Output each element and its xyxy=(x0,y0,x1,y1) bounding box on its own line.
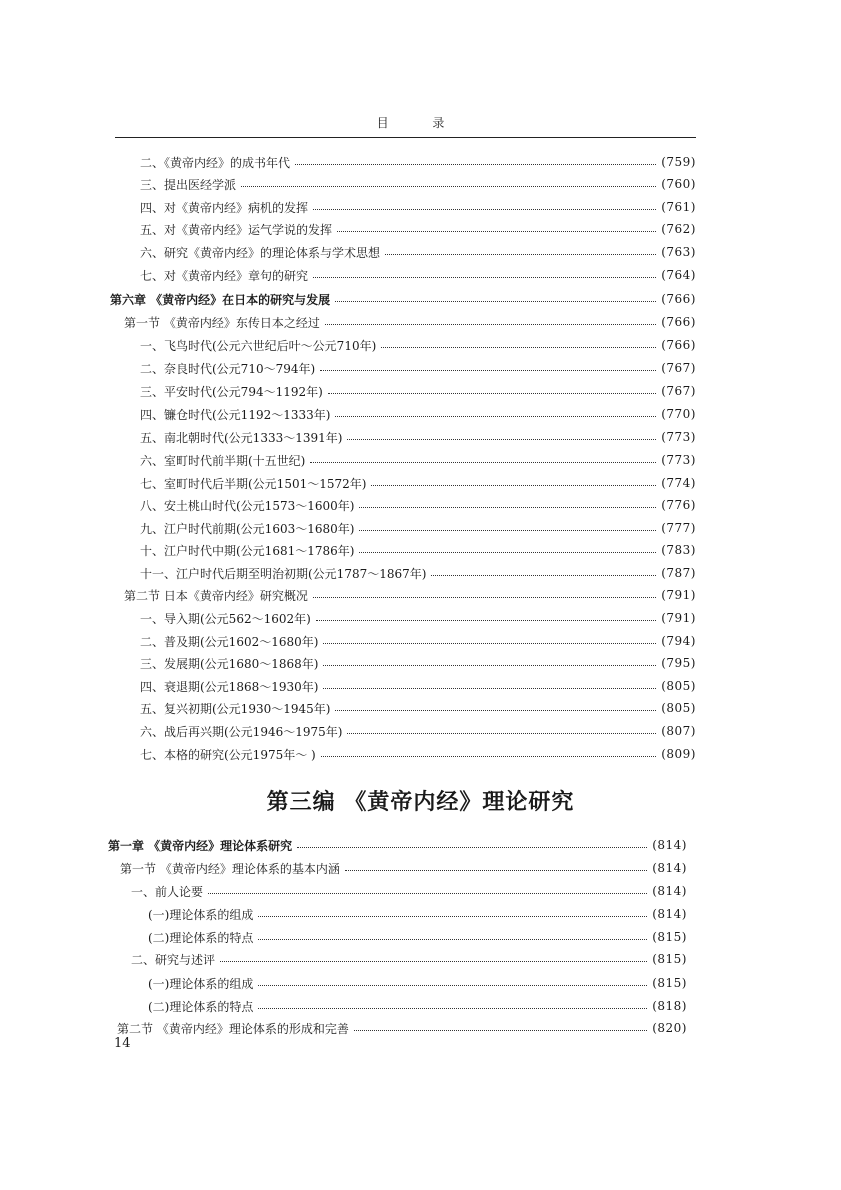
dot-leader xyxy=(335,710,656,711)
dot-leader xyxy=(310,462,656,463)
toc-page-ref: (763) xyxy=(661,245,696,259)
dot-leader xyxy=(208,893,647,894)
toc-page-ref: (818) xyxy=(652,999,687,1013)
toc-page-ref: (774) xyxy=(661,476,696,490)
toc-chapter-entry xyxy=(110,289,696,309)
dot-leader xyxy=(297,847,647,848)
dot-leader xyxy=(371,485,656,486)
toc-entry-title: 二、奈良时代(公元710～794年) xyxy=(140,361,316,376)
toc-entry xyxy=(148,973,687,993)
toc-page-ref: (766) xyxy=(661,315,696,329)
dot-leader xyxy=(241,186,656,187)
toc-entry xyxy=(140,427,696,447)
toc-entry-title: 四、对《黄帝内经》病机的发挥 xyxy=(140,200,309,215)
toc-entry xyxy=(140,358,696,378)
toc-page-ref: (815) xyxy=(652,952,687,966)
toc-page-ref: (815) xyxy=(652,976,687,990)
toc-page-ref: (776) xyxy=(661,498,696,512)
toc-page-ref: (760) xyxy=(661,177,696,191)
toc-entry xyxy=(140,721,696,741)
dot-leader xyxy=(323,665,656,666)
toc-entry-title: 六、研究《黄帝内经》的理论体系与学术思想 xyxy=(140,245,381,260)
toc-page-ref: (762) xyxy=(661,222,696,236)
toc-entry-title: 第二节 日本《黄帝内经》研究概况 xyxy=(124,588,308,603)
toc-page-ref: (814) xyxy=(652,884,687,898)
toc-entry xyxy=(140,450,696,470)
dot-leader xyxy=(354,1030,647,1031)
dot-leader xyxy=(328,393,656,394)
toc-page-ref: (805) xyxy=(661,701,696,715)
toc-page-ref: (815) xyxy=(652,930,687,944)
dot-leader xyxy=(337,231,656,232)
toc-page-ref: (770) xyxy=(661,407,696,421)
toc-entry-title: 六、室町时代前半期(十五世纪) xyxy=(140,453,306,468)
dot-leader xyxy=(359,552,656,553)
toc-entry-title: 五、复兴初期(公元1930～1945年) xyxy=(140,701,331,716)
toc-entry-title: 四、衰退期(公元1868～1930年) xyxy=(140,679,319,694)
dot-leader xyxy=(385,254,656,255)
toc-page-ref: (814) xyxy=(652,861,687,875)
dot-leader xyxy=(258,985,647,986)
toc-entry-title: 一、飞鸟时代(公元六世纪后叶～公元710年) xyxy=(140,338,377,353)
toc-entry xyxy=(140,219,696,239)
dot-leader xyxy=(325,324,656,325)
dot-leader xyxy=(320,370,656,371)
toc-page-ref: (820) xyxy=(652,1021,687,1035)
toc-entry xyxy=(140,197,696,217)
toc-entry xyxy=(131,881,687,901)
toc-page-ref: (809) xyxy=(661,747,696,761)
toc-page-ref: (773) xyxy=(661,453,696,467)
part-title: 第三编 《黄帝内经》理论研究 xyxy=(266,789,575,815)
toc-entry-title: 七、对《黄帝内经》章句的研究 xyxy=(140,268,309,283)
toc-entry-title: 五、对《黄帝内经》运气学说的发挥 xyxy=(140,222,333,237)
dot-leader xyxy=(381,347,656,348)
dot-leader xyxy=(347,733,656,734)
toc-page-ref: (795) xyxy=(661,656,696,670)
dot-leader xyxy=(335,416,656,417)
toc-page-ref: (759) xyxy=(661,155,696,169)
dot-leader xyxy=(323,643,656,644)
dot-leader xyxy=(313,209,656,210)
dot-leader xyxy=(258,916,647,917)
toc-entry xyxy=(140,698,696,718)
dot-leader xyxy=(316,620,656,621)
toc-entry-title: 二、普及期(公元1602～1680年) xyxy=(140,634,319,649)
toc-entry-title: 五、南北朝时代(公元1333～1391年) xyxy=(140,430,343,445)
toc-entry xyxy=(140,744,696,764)
dot-leader xyxy=(220,961,647,962)
header-rule xyxy=(115,137,696,138)
toc-entry-title: 七、本格的研究(公元1975年～ ) xyxy=(140,747,316,762)
toc-page-ref: (791) xyxy=(661,588,696,602)
toc-page-ref: (794) xyxy=(661,634,696,648)
dot-leader xyxy=(258,1008,647,1009)
page-number: 14 xyxy=(114,1036,131,1051)
toc-entry xyxy=(140,473,696,493)
toc-entry-title: 三、提出医经学派 xyxy=(140,177,237,192)
toc-entry-title: 四、镰仓时代(公元1192～1333年) xyxy=(140,407,331,422)
dot-leader xyxy=(359,507,656,508)
dot-leader xyxy=(347,439,656,440)
toc-entry xyxy=(148,927,687,947)
toc-entry-title: 第一章 《黄帝内经》理论体系研究 xyxy=(108,838,293,853)
toc-entry xyxy=(140,495,696,515)
dot-leader xyxy=(313,597,656,598)
dot-leader xyxy=(345,870,647,871)
toc-entry xyxy=(148,904,687,924)
toc-page-ref: (807) xyxy=(661,724,696,738)
toc-page-ref: (766) xyxy=(661,338,696,352)
toc-entry-title: 十一、江户时代后期至明治初期(公元1787～1867年) xyxy=(140,566,427,581)
toc-entry-title: 二、研究与述评 xyxy=(131,952,216,967)
toc-entry-title: 第六章 《黄帝内经》在日本的研究与发展 xyxy=(110,292,331,307)
toc-entry-title: 六、战后再兴期(公元1946～1975年) xyxy=(140,724,343,739)
dot-leader xyxy=(258,939,647,940)
toc-page-ref: (773) xyxy=(661,430,696,444)
dot-leader xyxy=(323,688,656,689)
toc-page-ref: (787) xyxy=(661,566,696,580)
dot-leader xyxy=(313,277,656,278)
toc-entry xyxy=(140,518,696,538)
toc-page-ref: (777) xyxy=(661,521,696,535)
toc-entry xyxy=(140,631,696,651)
toc-page-ref: (783) xyxy=(661,543,696,557)
toc-entry xyxy=(148,996,687,1016)
toc-page-ref: (767) xyxy=(661,384,696,398)
toc-entry-title: (二)理论体系的特点 xyxy=(148,930,254,945)
toc-entry-title: 第二节 《黄帝内经》理论体系的形成和完善 xyxy=(117,1021,349,1036)
toc-page-ref: (767) xyxy=(661,361,696,375)
toc-entry-title: 二、《黄帝内经》的成书年代 xyxy=(140,155,291,170)
toc-entry xyxy=(140,265,696,285)
toc-entry xyxy=(140,540,696,560)
dot-leader xyxy=(359,530,656,531)
toc-entry-title: (二)理论体系的特点 xyxy=(148,999,254,1014)
toc-chapter-entry xyxy=(108,835,687,855)
toc-entry-title: 七、室町时代后半期(公元1501～1572年) xyxy=(140,476,367,491)
toc-entry xyxy=(131,949,687,969)
toc-entry-title: 九、江户时代前期(公元1603～1680年) xyxy=(140,521,355,536)
toc-entry-title: 八、安土桃山时代(公元1573～1600年) xyxy=(140,498,355,513)
toc-section-entry xyxy=(124,312,696,332)
toc-page-ref: (814) xyxy=(652,907,687,921)
toc-section-entry xyxy=(117,1018,687,1038)
toc-page-ref: (761) xyxy=(661,200,696,214)
toc-entry-title: 一、前人论要 xyxy=(131,884,204,899)
toc-entry xyxy=(140,242,696,262)
toc-entry xyxy=(140,381,696,401)
toc-page-ref: (764) xyxy=(661,268,696,282)
toc-page-ref: (814) xyxy=(652,838,687,852)
toc-entry xyxy=(140,335,696,355)
toc-entry xyxy=(140,563,696,583)
toc-entry-title: 一、导入期(公元562～1602年) xyxy=(140,611,311,626)
dot-leader xyxy=(431,575,656,576)
toc-entry-title: 三、发展期(公元1680～1868年) xyxy=(140,656,319,671)
toc-page-ref: (791) xyxy=(661,611,696,625)
toc-entry xyxy=(140,676,696,696)
toc-page-ref: (766) xyxy=(661,292,696,306)
toc-entry xyxy=(140,152,696,172)
toc-entry-title: (一)理论体系的组成 xyxy=(148,976,254,991)
toc-entry xyxy=(140,653,696,673)
toc-entry-title: 十、江户时代中期(公元1681～1786年) xyxy=(140,543,355,558)
running-header: 目 录 xyxy=(376,116,465,130)
toc-page-ref: (805) xyxy=(661,679,696,693)
dot-leader xyxy=(321,756,657,757)
toc-entry-title: 第一节 《黄帝内经》理论体系的基本内涵 xyxy=(120,861,340,876)
toc-entry-title: (一)理论体系的组成 xyxy=(148,907,254,922)
dot-leader xyxy=(335,301,656,302)
toc-section-entry xyxy=(120,858,687,878)
toc-entry-title: 三、平安时代(公元794～1192年) xyxy=(140,384,323,399)
dot-leader xyxy=(295,164,656,165)
toc-entry-title: 第一节 《黄帝内经》东传日本之经过 xyxy=(124,315,320,330)
toc-entry xyxy=(140,404,696,424)
toc-section-entry xyxy=(124,585,696,605)
toc-entry xyxy=(140,608,696,628)
toc-entry xyxy=(140,174,696,194)
